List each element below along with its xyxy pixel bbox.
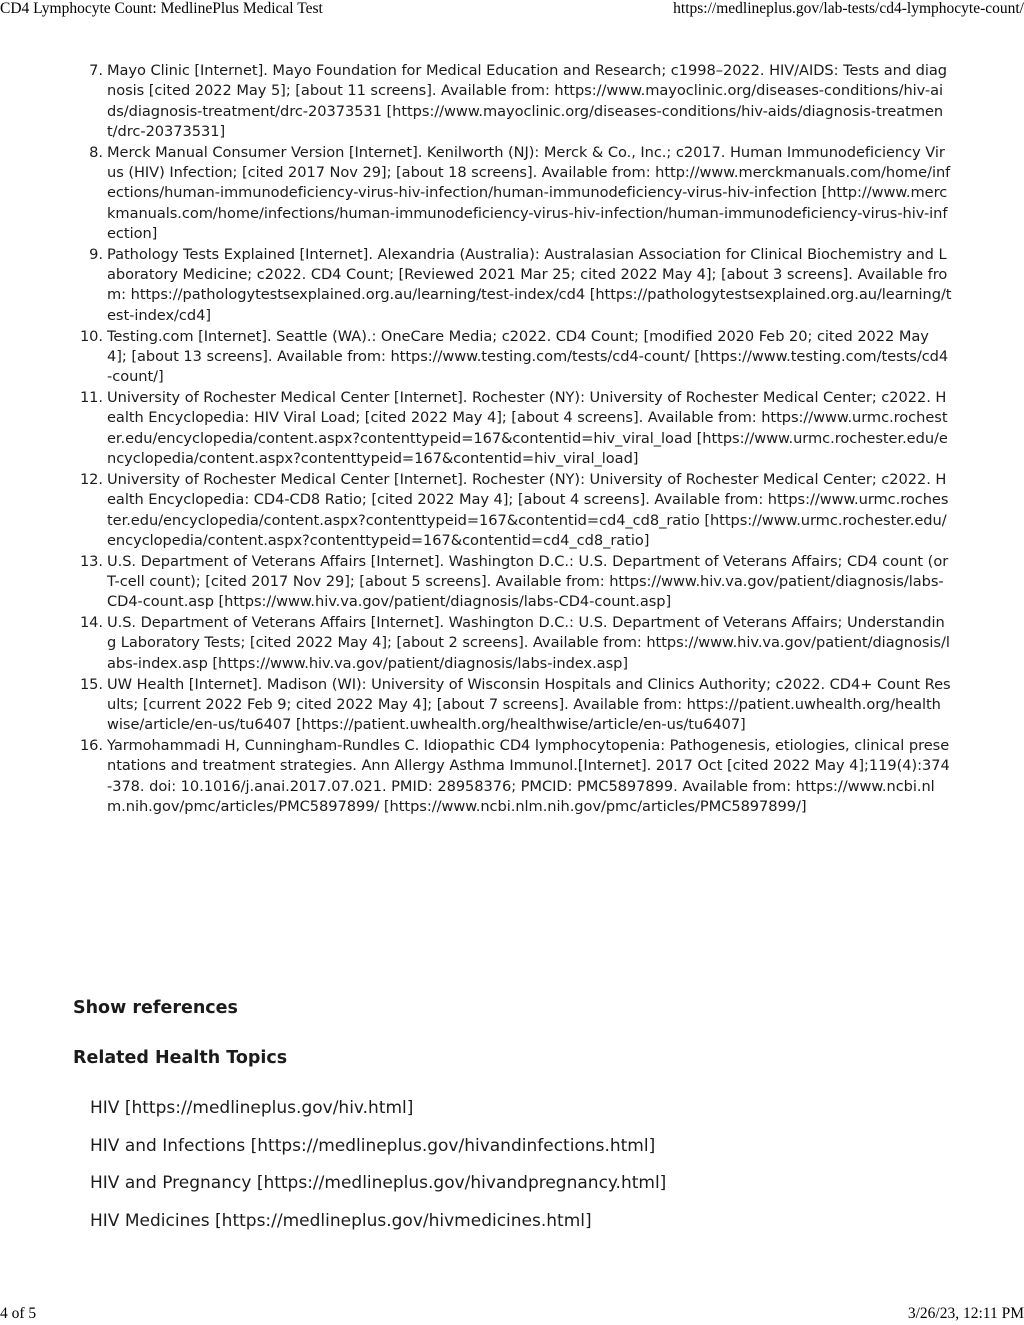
reference-number: 8.	[89, 143, 103, 161]
reference-item	[0, 552, 952, 613]
reference-text: Pathology Tests Explained [Internet]. Alexandria (Australia): Australasian Association for Clinical Biochemistry and Laboratory Medicine; c2022. CD4 Count; [Reviewed 2021 Mar 25; cited 2022 May 4]; [about 3 screens]. Available from: https://pathologytestsexplained.org.au/learning/test-index/cd4 [https://pathologytestsexplained.org.au/learning/test-index/cd4]	[107, 245, 952, 324]
reference-item	[0, 61, 952, 142]
reference-text: Merck Manual Consumer Version [Internet]. Kenilworth (NJ): Merck & Co., Inc.; c2017. Human Immunodeficiency Virus (HIV) Infection; [cited 2017 Nov 29]; [about 18 screens]. Available from: http://www.merckmanuals.com/home/infections/human-immunodeficiency-virus-hiv-infection/human-immunodeficiency-virus-hiv-infection [http://www.merckmanuals.com/home/infections/human-immunodeficiency-virus-hiv-infection/human-immunodeficiency-virus-hiv-infection]	[107, 143, 951, 242]
reference-text: University of Rochester Medical Center [Internet]. Rochester (NY): University of Rochester Medical Center; c2022. Health Encyclopedia: HIV Viral Load; [cited 2022 May 4]; [about 4 screens]. Available from: https://www.urmc.rochester.edu/encyclopedia/content.aspx?contenttypeid=167&contentid=hiv_viral_load [https://www.urmc.rochester.edu/encyclopedia/content.aspx?contenttypeid=167&contentid=hiv_viral_load]	[107, 389, 948, 468]
list-item	[90, 1135, 666, 1173]
related-topic-link-hiv-medicines[interactable]: HIV Medicines [https://medlineplus.gov/hivmedicines.html]	[90, 1210, 592, 1231]
reference-item	[0, 388, 952, 469]
reference-item	[0, 613, 952, 674]
reference-number: 11.	[79, 389, 103, 407]
reference-text: UW Health [Internet]. Madison (WI): University of Wisconsin Hospitals and Clinics Authority; c2022. CD4+ Count Results; [current 2022 Feb 9; cited 2022 May 4]; [about 7 screens]. Available from: https://patient.uwhealth.org/healthwise/article/en-us/tu6407 [https://patient.uwhealth.org/healthwise/article/en-us/tu6407]	[107, 675, 951, 734]
reference-text: Yarmohammadi H, Cunningham-Rundles C. Idiopathic CD4 lymphocytopenia: Pathogenesis, etiologies, clinical presentations and treatment strategies. Ann Allergy Asthma Immunol.[Internet]. 2017 Oct [cited 2022 May 4];119(4):374-378. doi: 10.1016/j.anai.2017.07.021. PMID: 28958376; PMCID: PMC5897899. Available from: https://www.ncbi.nlm.nih.gov/pmc/articles/PMC5897899/ [https://www.ncbi.nlm.nih.gov/pmc/articles/PMC5897899/]	[107, 737, 950, 816]
reference-text: U.S. Department of Veterans Affairs [Internet]. Washington D.C.: U.S. Department of Veterans Affairs; Understanding Laboratory Tests; [cited 2022 May 4]; [about 2 screens]. Available from: https://www.hiv.va.gov/patient/diagnosis/labs-index.asp [https://www.hiv.va.gov/patient/diagnosis/labs-index.asp]	[107, 614, 950, 672]
related-topics-heading: Related Health Topics	[73, 1048, 288, 1068]
page-title: CD4 Lymphocyte Count: MedlinePlus Medical Test	[0, 0, 323, 17]
reference-number: 15.	[79, 675, 103, 693]
reference-item	[0, 245, 952, 326]
reference-number: 16.	[79, 737, 103, 755]
reference-item	[0, 736, 952, 817]
reference-item	[0, 675, 952, 736]
print-header	[0, 0, 1024, 18]
show-references-toggle[interactable]: Show references	[73, 998, 238, 1018]
print-footer	[0, 1305, 1024, 1323]
reference-text: University of Rochester Medical Center [Internet]. Rochester (NY): University of Rochester Medical Center; c2022. Health Encyclopedia: CD4-CD8 Ratio; [cited 2022 May 4]; [about 4 screens]. Available from: https://www.urmc.rochester.edu/encyclopedia/content.aspx?contenttypeid=167&contentid=cd4_cd8_ratio [https://www.urmc.rochester.edu/encyclopedia/content.aspx?contenttypeid=167&contentid=cd4_cd8_ratio]	[107, 470, 949, 549]
related-topics-list	[90, 1097, 666, 1247]
reference-item	[0, 470, 952, 551]
list-item	[90, 1172, 666, 1210]
page-number: 4 of 5	[0, 1305, 37, 1322]
reference-number: 7.	[89, 62, 103, 79]
reference-item	[0, 327, 952, 388]
reference-text: Testing.com [Internet]. Seattle (WA).: OneCare Media; c2022. CD4 Count; [modified 2020 Feb 20; cited 2022 May 4]; [about 13 screens]. Available from: https://www.testing.com/tests/cd4-count/ [https://www.testing.com/tests/cd4-count/]	[107, 327, 949, 386]
reference-number: 10.	[79, 327, 103, 345]
list-item	[90, 1097, 666, 1135]
list-item	[90, 1210, 666, 1248]
reference-list	[0, 61, 952, 818]
related-topic-link-hiv-and-infections[interactable]: HIV and Infections [https://medlineplus.gov/hivandinfections.html]	[90, 1135, 656, 1156]
reference-text: Mayo Clinic [Internet]. Mayo Foundation for Medical Education and Research; c1998–2022. HIV/AIDS: Tests and diagnosis [cited 2022 May 5]; [about 11 screens]. Available from: https://www.mayoclinic.org/diseases-conditions/hiv-aids/diagnosis-treatment/drc-20373531 [https://www.mayoclinic.org/diseases-conditions/hiv-aids/diagnosis-treatment/drc-20373531]	[107, 62, 947, 140]
print-datetime: 3/26/23, 12:11 PM	[907, 1305, 1024, 1322]
reference-number: 13.	[79, 552, 103, 570]
reference-text: U.S. Department of Veterans Affairs [Internet]. Washington D.C.: U.S. Department of Veterans Affairs; CD4 count (or T-cell count); [cited 2017 Nov 29]; [about 5 screens]. Available from: https://www.hiv.va.gov/patient/diagnosis/labs-CD4-count.asp [https://www.hiv.va.gov/patient/diagnosis/labs-CD4-count.asp]	[107, 552, 949, 611]
reference-number: 12.	[79, 470, 103, 488]
reference-number: 9.	[89, 245, 103, 263]
reference-item	[0, 143, 952, 244]
reference-number: 14.	[79, 614, 103, 632]
page-url: https://medlineplus.gov/lab-tests/cd4-lymphocyte-count/	[673, 0, 1024, 17]
related-topic-link-hiv-and-pregnancy[interactable]: HIV and Pregnancy [https://medlineplus.gov/hivandpregnancy.html]	[90, 1173, 667, 1194]
related-topic-link-hiv[interactable]: HIV [https://medlineplus.gov/hiv.html]	[90, 1098, 414, 1118]
